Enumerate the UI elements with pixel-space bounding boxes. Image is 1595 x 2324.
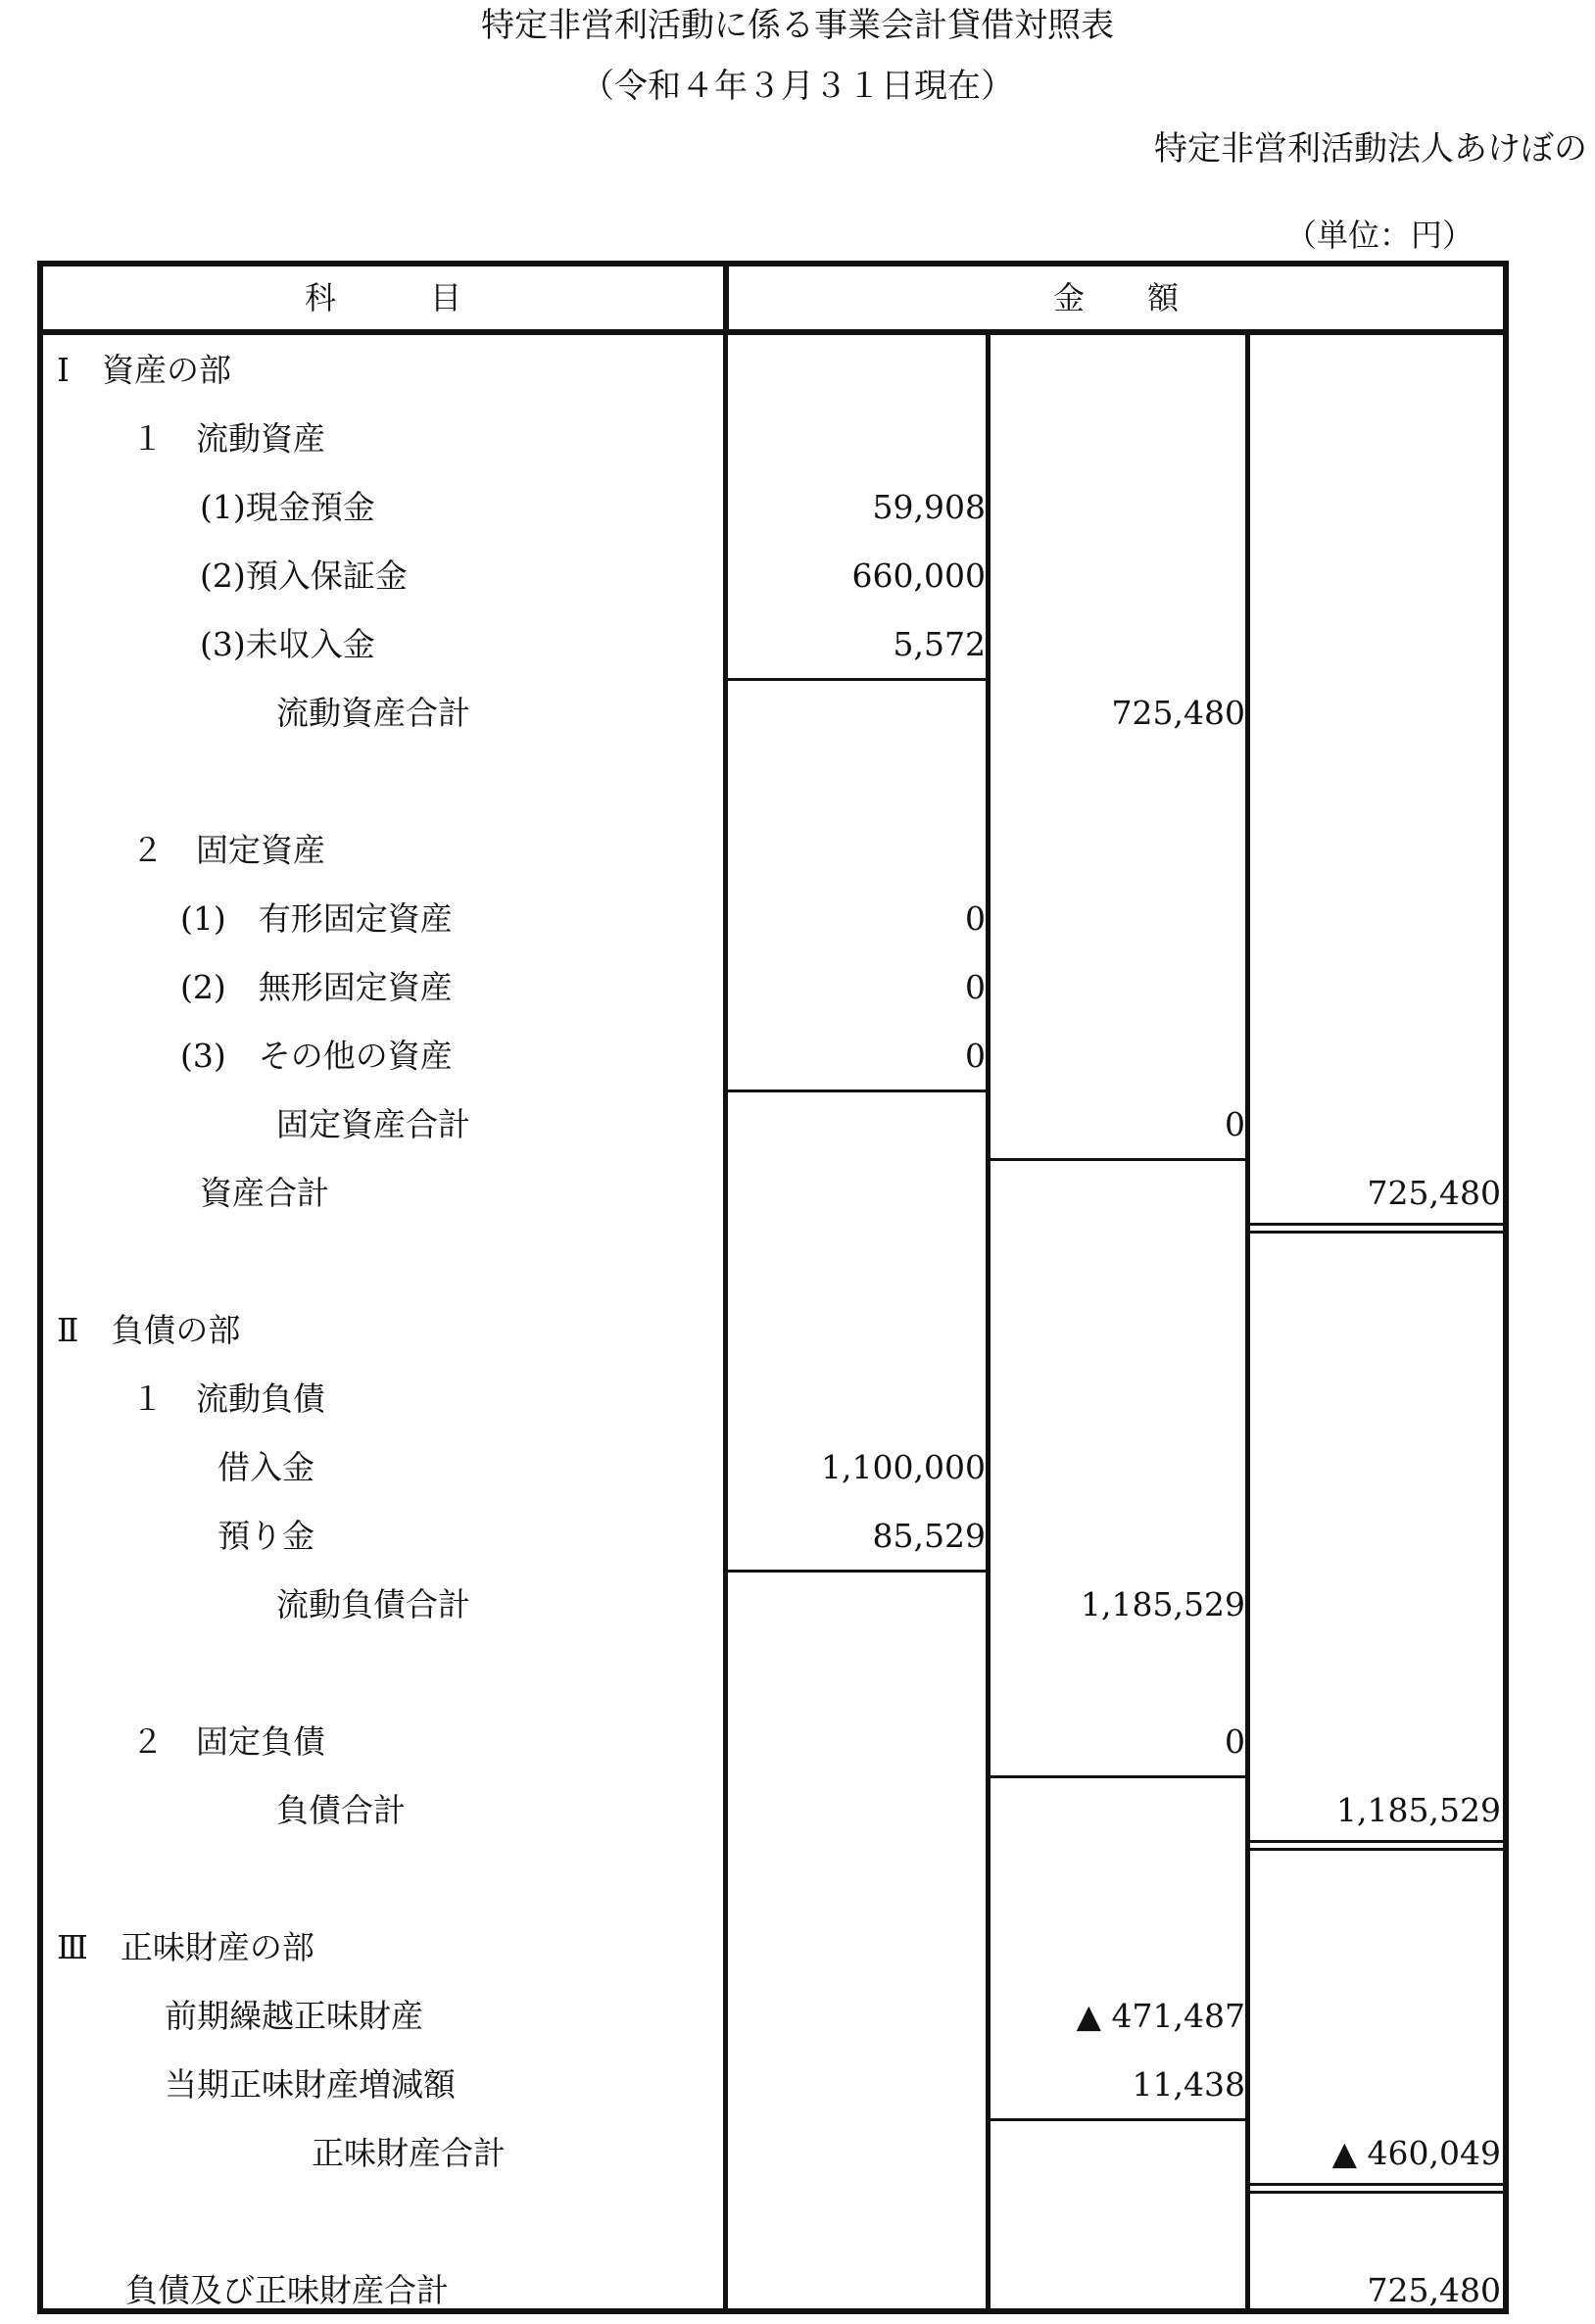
row-value-prior-net-assets: ▲ 471,487 — [1076, 1997, 1245, 2035]
row-value-deposits-received: 85,529 — [872, 1517, 986, 1555]
rule-assets-total-2 — [1245, 1231, 1509, 1234]
net-assets-total-label: 正味財産合計 — [312, 2134, 506, 2172]
grand-total-value: 725,480 — [1367, 2271, 1501, 2309]
row-value-borrowings: 1,100,000 — [821, 1448, 986, 1486]
balance-sheet-table — [37, 261, 1509, 2314]
document-title: 特定非営利活動に係る事業会計貸借対照表 — [481, 6, 1114, 45]
rule-fixed-assets-total — [986, 1158, 1250, 1161]
row-label-receivable: (3)未収入金 — [200, 625, 375, 663]
rule-liabilities-total-1 — [1245, 1840, 1509, 1843]
row-label-tangible: (1) 有形固定資産 — [180, 899, 453, 938]
fixed-liabilities-value: 0 — [1225, 1722, 1245, 1761]
subsection-current-assets: １ 流動資産 — [131, 419, 325, 458]
subsection-fixed-assets: ２ 固定資産 — [131, 831, 325, 869]
header-rule — [43, 329, 1503, 335]
liabilities-total-value: 1,185,529 — [1336, 1791, 1501, 1829]
fixed-assets-total-value: 0 — [1225, 1105, 1245, 1143]
fixed-assets-total-label: 固定資産合計 — [276, 1105, 470, 1143]
row-label-other-assets: (3) その他の資産 — [180, 1037, 453, 1075]
header-divider — [723, 266, 729, 329]
subsection-fixed-liabilities: ２ 固定負債 — [131, 1722, 325, 1761]
column-line-1 — [723, 335, 728, 2308]
organization-name: 特定非営利活動法人あけぼの — [1154, 129, 1587, 169]
column-line-3 — [1245, 335, 1250, 2308]
section-heading-assets: Ⅰ 資産の部 — [57, 351, 232, 389]
row-label-deposits-received: 預り金 — [218, 1517, 314, 1555]
row-value-intangible: 0 — [965, 968, 986, 1006]
row-label-deposit: (2)預入保証金 — [200, 557, 408, 595]
rule-current-liabilities — [723, 1570, 991, 1573]
row-value-receivable: 5,572 — [893, 625, 986, 663]
current-liabilities-total-label: 流動負債合計 — [276, 1585, 470, 1623]
row-value-deposit: 660,000 — [851, 557, 986, 595]
rule-liabilities-total-2 — [1245, 1848, 1509, 1851]
row-label-intangible: (2) 無形固定資産 — [180, 968, 453, 1006]
column-header-subject: 科 目 — [304, 279, 461, 316]
row-value-other-assets: 0 — [965, 1037, 986, 1075]
row-label-net-assets-change: 当期正味財産増減額 — [165, 2065, 456, 2104]
rule-net-assets-total-1 — [1245, 2183, 1509, 2186]
liabilities-total-label: 負債合計 — [276, 1791, 406, 1829]
current-assets-total-value: 725,480 — [1111, 694, 1245, 732]
subsection-current-liabilities: １ 流動負債 — [131, 1380, 325, 1418]
row-label-prior-net-assets: 前期繰越正味財産 — [165, 1997, 423, 2035]
rule-fixed-assets — [723, 1089, 991, 1092]
current-assets-total-label: 流動資産合計 — [276, 694, 470, 732]
assets-total-value: 725,480 — [1367, 1174, 1501, 1212]
assets-total-label: 資産合計 — [200, 1174, 329, 1212]
rule-net-assets-total-2 — [1245, 2191, 1509, 2194]
document-date: （令和４年３月３１日現在） — [581, 67, 1014, 106]
row-value-cash: 59,908 — [872, 488, 986, 526]
current-liabilities-total-value: 1,185,529 — [1081, 1585, 1245, 1623]
rule-net-assets — [986, 2118, 1250, 2121]
unit-label: （単位：円） — [1284, 217, 1474, 254]
row-value-net-assets-change: 11,438 — [1132, 2065, 1245, 2104]
grand-total-label: 負債及び正味財産合計 — [125, 2271, 449, 2309]
rule-current-assets — [723, 678, 991, 681]
row-label-borrowings: 借入金 — [218, 1448, 314, 1486]
column-header-amount: 金 額 — [1052, 279, 1179, 316]
rule-fixed-liabilities — [986, 1775, 1250, 1778]
section-heading-liabilities: Ⅱ 負債の部 — [57, 1311, 241, 1349]
net-assets-total-value: ▲ 460,049 — [1331, 2134, 1501, 2172]
row-value-tangible: 0 — [965, 899, 986, 938]
rule-assets-total-1 — [1245, 1223, 1509, 1226]
section-heading-net-assets: Ⅲ 正味財産の部 — [57, 1928, 314, 1966]
row-label-cash: (1)現金預金 — [200, 488, 375, 526]
